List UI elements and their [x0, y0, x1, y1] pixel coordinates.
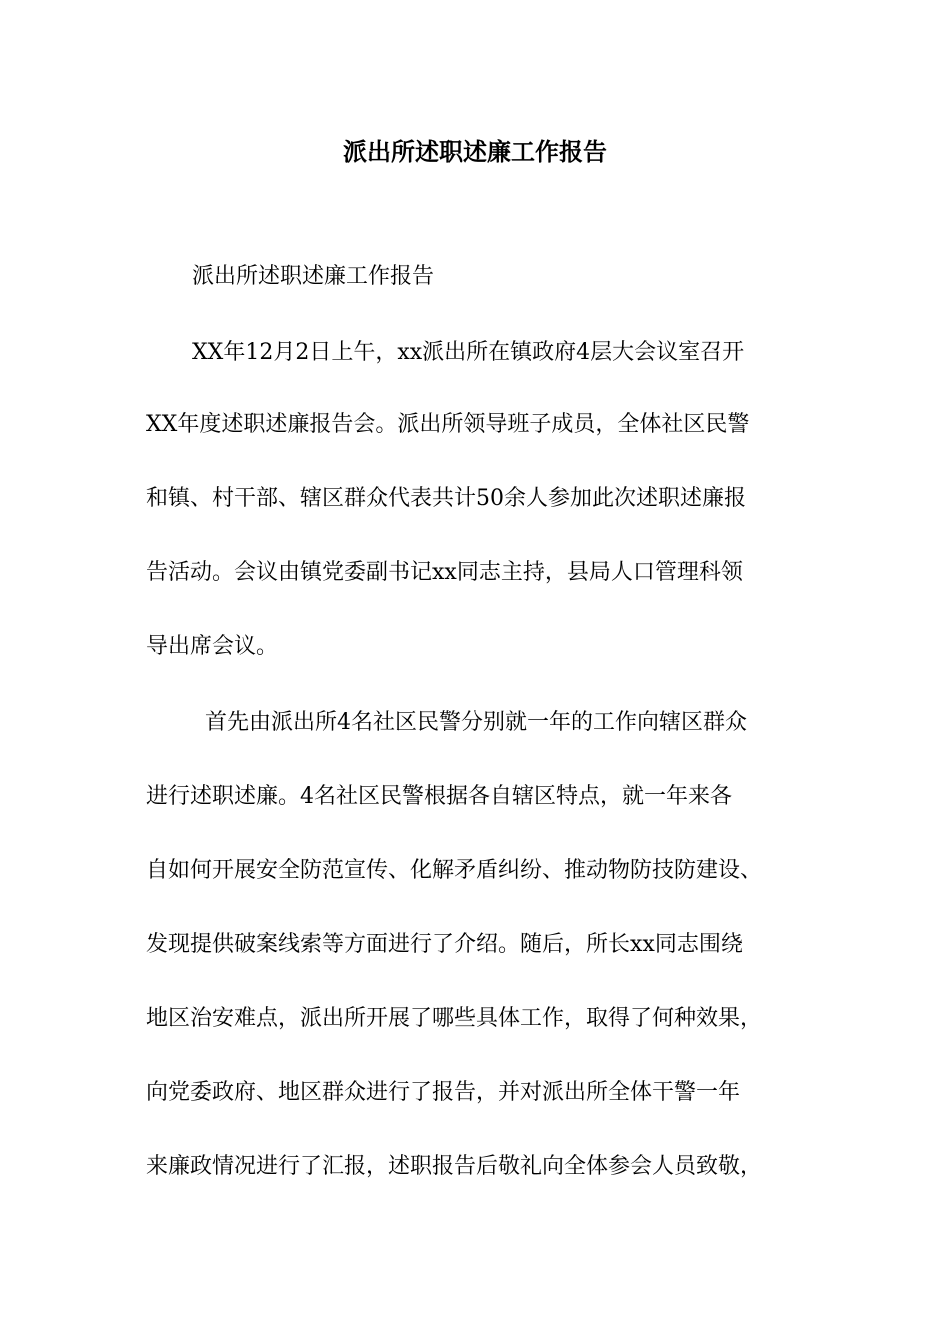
paragraph-line: 来廉政情况进行了汇报，述职报告后敬礼向全体参会人员致敬，	[146, 1154, 763, 1179]
paragraph-line: 告活动。会议由镇党委副书记xx同志主持，县局人口管理科领	[146, 560, 743, 585]
paragraph-line: 和镇、村干部、辖区群众代表共计50余人参加此次述职述廉报	[146, 486, 746, 511]
paragraph-line: 自如何开展安全防范宣传、化解矛盾纠纷、推动物防技防建设、	[146, 858, 763, 883]
paragraph-line: 向党委政府、地区群众进行了报告，并对派出所全体干警一年	[146, 1080, 741, 1105]
paragraph-line: XX年度述职述廉报告会。派出所领导班子成员，全体社区民警	[146, 412, 750, 437]
paragraph-line-heading: 派出所述职述廉工作报告	[192, 264, 435, 289]
document-title: 派出所述职述廉工作报告	[343, 138, 607, 166]
paragraph-line: 地区治安难点，派出所开展了哪些具体工作，取得了何种效果，	[146, 1006, 763, 1031]
paragraph-line: XX年12月2日上午，xx派出所在镇政府4层大会议室召开	[192, 340, 745, 365]
paragraph-line: 发现提供破案线索等方面进行了介绍。随后，所长xx同志围绕	[146, 932, 743, 957]
paragraph-line: 首先由派出所4名社区民警分别就一年的工作向辖区群众	[205, 710, 747, 735]
paragraph-line: 导出席会议。	[146, 634, 279, 659]
paragraph-line: 进行述职述廉。4名社区民警根据各自辖区特点，就一年来各	[146, 784, 732, 809]
